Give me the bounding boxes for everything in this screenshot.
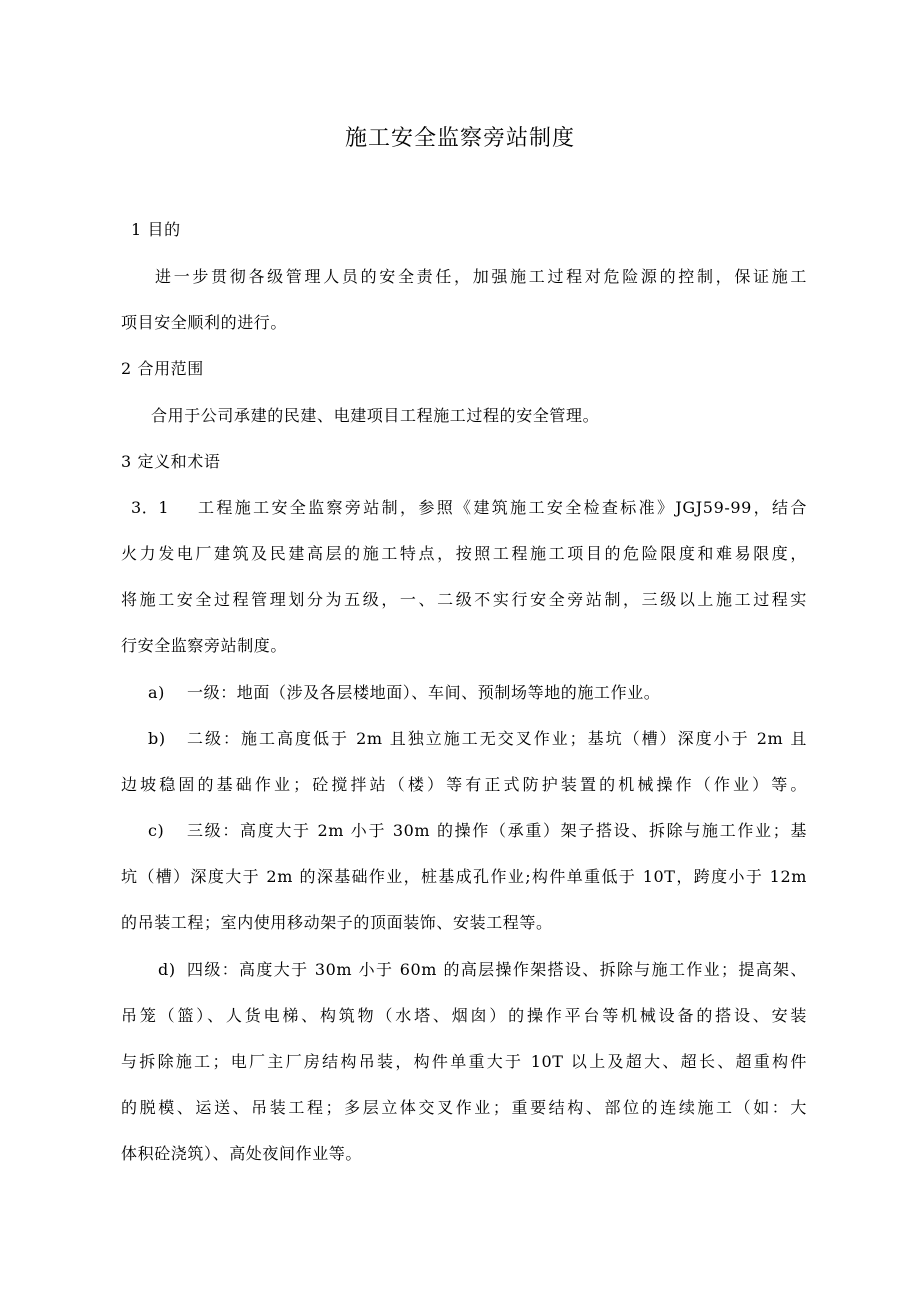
paragraph-line: 合用于公司承建的民建、电建项目工程施工过程的安全管理。 (151, 406, 600, 425)
list-marker: a) (148, 683, 165, 702)
list-item-line: 四级：高度大于 30m 小于 60m 的高层操作架搭设、拆除与施工作业；提高架、 (187, 960, 807, 979)
list-item-line: 的吊装工程；室内使用移动架子的顶面装饰、安装工程等。 (121, 913, 553, 932)
section-heading-purpose: 1 目的 (131, 220, 181, 239)
list-item-line: 与拆除施工；电厂主厂房结构吊装，构件单重大于 10T 以上及超大、超长、超重构件 (121, 1052, 807, 1071)
paragraph-line: 将施工安全过程管理划分为五级，一、二级不实行安全旁站制，三级以上施工过程实 (121, 590, 807, 609)
document-title: 施工安全监察旁站制度 (344, 126, 575, 151)
paragraph-line: 行安全监察旁站制度。 (121, 636, 288, 655)
list-item-line: 吊笼（篮）、人货电梯、构筑物（水塔、烟囱）的操作平台等机械设备的搭设、安装 (121, 1006, 807, 1025)
list-marker: c) (148, 821, 165, 840)
list-item-line: 二级：施工高度低于 2m 且独立施工无交叉作业；基坑（槽）深度小于 2m 且 (187, 729, 807, 748)
clause-number: 3．1 (131, 498, 170, 517)
list-item-line: 边坡稳固的基础作业；砼搅拌站（楼）等有正式防护装置的机械操作（作业）等。 (121, 775, 807, 794)
list-item-line: 坑（槽）深度大于 2m 的深基础作业，桩基成孔作业;构件单重低于 10T，跨度小于 12m (121, 867, 807, 886)
section-heading-scope: 2 合用范围 (121, 359, 204, 378)
paragraph-line: 进一步贯彻各级管理人员的安全责任，加强施工过程对危险源的控制，保证施工 (155, 267, 807, 286)
list-item-line: 一级：地面（涉及各层楼地面）、车间、预制场等地的施工作业。 (187, 683, 661, 702)
paragraph-line: 工程施工安全监察旁站制，参照《建筑施工安全检查标准》JGJ59-99，结合 (198, 498, 807, 517)
list-item-line: 的脱模、运送、吊装工程；多层立体交叉作业；重要结构、部位的连续施工（如：大 (121, 1098, 807, 1117)
paragraph-line: 项目安全顺利的进行。 (121, 313, 288, 332)
section-heading-definitions: 3 定义和术语 (121, 452, 221, 471)
list-marker: b) (148, 729, 166, 748)
list-item-line: 体积砼浇筑）、高处夜间作业等。 (121, 1144, 363, 1163)
list-item-line: 三级：高度大于 2m 小于 30m 的操作（承重）架子搭设、拆除与施工作业；基 (187, 821, 807, 840)
list-marker: d) (158, 960, 176, 979)
paragraph-line: 火力发电厂建筑及民建高层的施工特点，按照工程施工项目的危险限度和难易限度， (121, 544, 807, 563)
